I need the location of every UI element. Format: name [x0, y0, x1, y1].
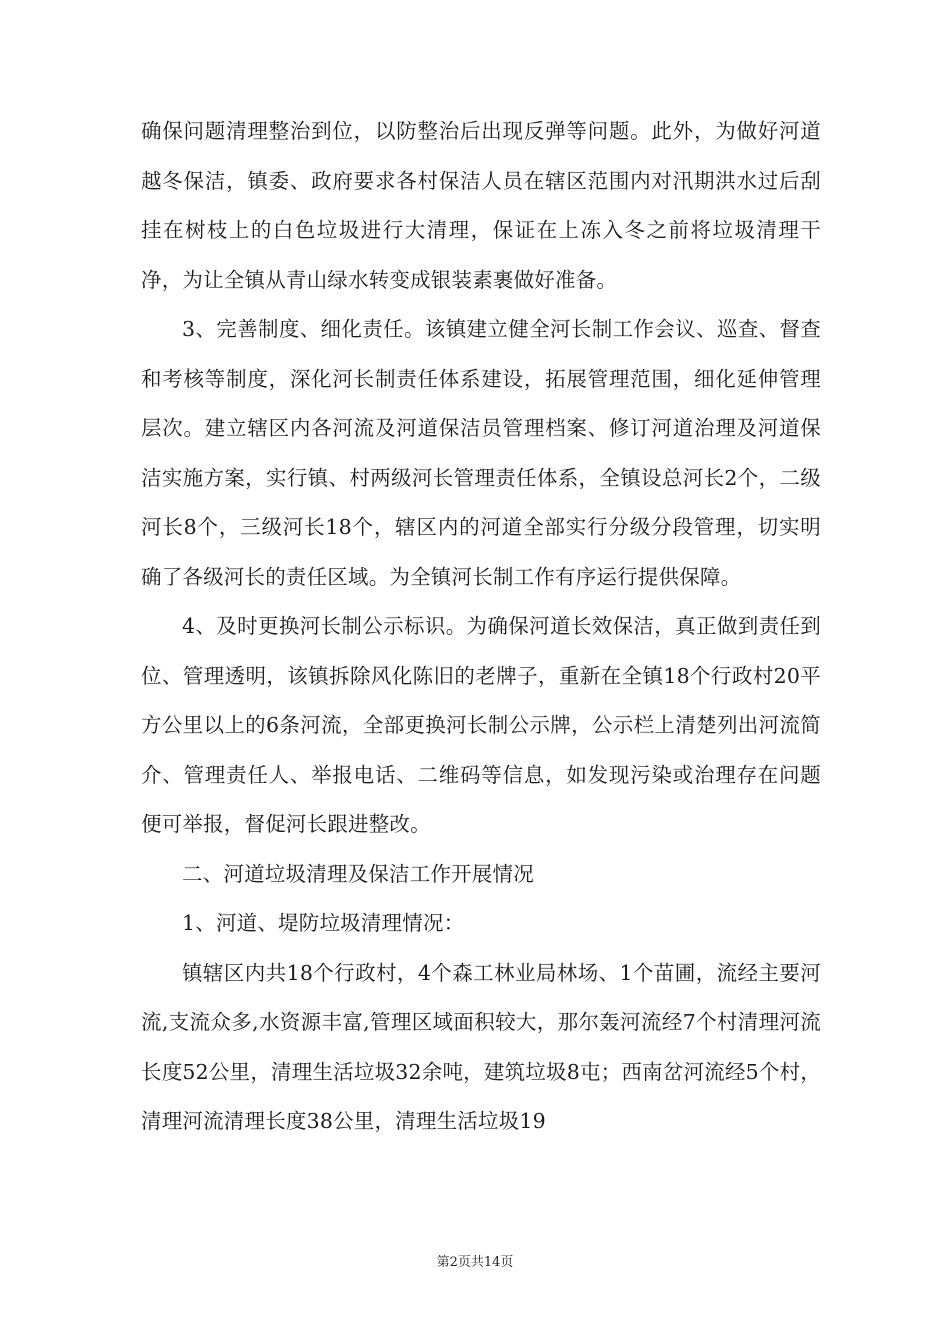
paragraph-3: 4、及时更换河长制公示标识。为确保河道长效保洁，真正做到责任到位、管理透明，该镇拆除风化陈旧的老牌子，重新在全镇18个行政村20平方公里以上的6条河流，全部更换河长制公示牌，公示栏上清楚列出河流简介、管理责任人、举报电话、二维码等信息，如发现污染或治理存在问题便可举报，督促河长跟进整改。	[141, 614, 821, 836]
page-footer: 第2页共14页	[436, 1255, 514, 1270]
paragraph-1: 确保问题清理整治到位，以防整治后出现反弹等问题。此外，为做好河道越冬保洁，镇委、政府要求各村保洁人员在辖区范围内对汛期洪水过后刮挂在树枝上的白色垃圾进行大清理，保证在上冻入冬之前将垃圾清理干净，为让全镇从青山绿水转变成银装素裹做好准备。	[141, 119, 821, 292]
subsection-heading: 1、河道、堤防垃圾清理情况：	[182, 911, 465, 935]
document-body	[141, 107, 821, 1147]
paragraph-2: 3、完善制度、细化责任。该镇建立健全河长制工作会议、巡查、督查和考核等制度，深化河长制责任体系建设，拓展管理范围，细化延伸管理层次。建立辖区内各河流及河道保洁员管理档案、修订河道治理及河道保洁实施方案，实行镇、村两级河长管理责任体系，全镇设总河长2个，二级河长8个，三级河长18个，辖区内的河道全部实行分级分段管理，切实明确了各级河长的责任区域。为全镇河长制工作有序运行提供保障。	[141, 317, 821, 589]
section-heading: 二、河道垃圾清理及保洁工作开展情况	[182, 861, 534, 886]
paragraph-6: 镇辖区内共18个行政村，4个森工林业局林场、1个苗圃，流经主要河流,支流众多,水资源丰富,管理区域面积较大，那尔轰河流经7个村清理河流长度52公里，清理生活垃圾32余吨，建筑垃圾8屯；西南岔河流经5个村，清理河流清理长度38公里，清理生活垃圾19	[141, 960, 821, 1133]
